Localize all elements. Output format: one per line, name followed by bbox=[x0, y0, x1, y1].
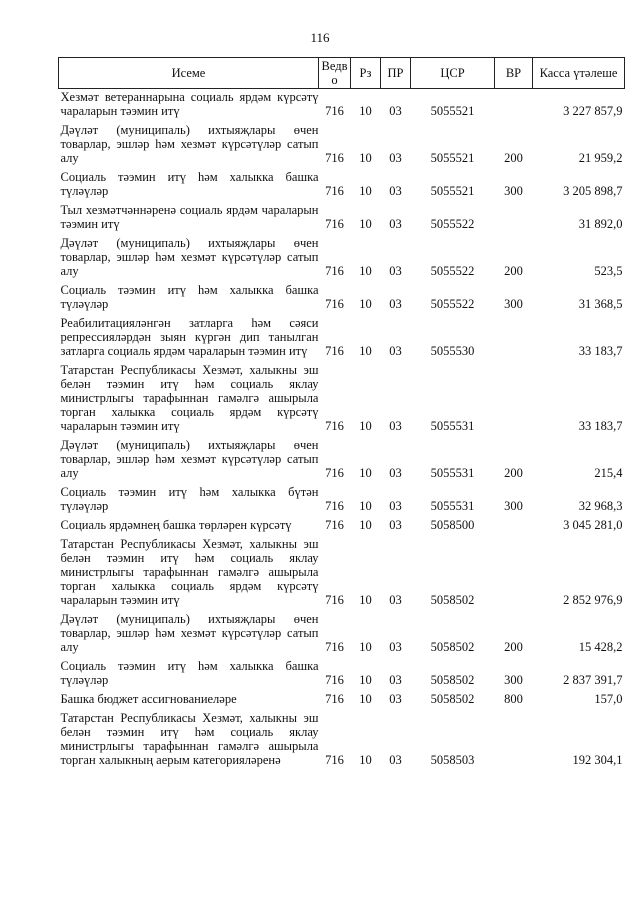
table-row bbox=[59, 658, 625, 691]
row-csr-cell: 5055521 bbox=[430, 151, 475, 165]
row-amount-cell: 523,5 bbox=[594, 264, 623, 278]
row-vr-cell: 300 bbox=[504, 499, 523, 513]
row-ved-cell: 716 bbox=[325, 297, 344, 311]
header-row bbox=[59, 58, 625, 89]
row-ved-cell: 716 bbox=[325, 518, 344, 532]
row-csr-cell: 5055531 bbox=[430, 499, 475, 513]
row-csr-cell: 5055522 bbox=[430, 264, 475, 278]
row-vr-cell bbox=[495, 202, 533, 235]
row-rz-cell: 10 bbox=[359, 344, 372, 358]
row-name-cell: Дәүләт (муниципаль) ихтыяҗлары өчен товарлар, эшләр һәм хезмәт күрсәтүләр сатып алу bbox=[60, 236, 319, 278]
row-pr-cell: 03 bbox=[389, 692, 402, 706]
row-ved-cell: 716 bbox=[325, 419, 344, 433]
row-ved-cell: 716 bbox=[325, 104, 344, 118]
row-csr-cell: 5055522 bbox=[430, 297, 475, 311]
row-vr-cell: 200 bbox=[504, 640, 523, 654]
row-name-cell: Дәүләт (муниципаль) ихтыяҗлары өчен товарлар, эшләр һәм хезмәт күрсәтүләр сатып алу bbox=[60, 438, 319, 480]
row-amount-cell: 33 183,7 bbox=[578, 344, 623, 358]
row-amount-cell: 31 368,5 bbox=[578, 297, 623, 311]
row-ved-cell: 716 bbox=[325, 593, 344, 607]
row-name-cell: Социаль ярдәмнең башка төрләрен күрсәтү bbox=[60, 518, 292, 532]
row-pr-cell: 03 bbox=[389, 673, 402, 687]
row-pr-cell: 03 bbox=[389, 753, 402, 767]
row-rz-cell: 10 bbox=[359, 466, 372, 480]
row-ved-cell: 716 bbox=[325, 217, 344, 231]
row-name-cell: Татарстан Республикасы Хезмәт, халыкны эш белән тәэмин итү һәм социаль яклау министрлыгы тарафыннан гамәлгә ашырыла торган халыкның аерым категорияләренә bbox=[60, 711, 319, 767]
row-vr-cell: 300 bbox=[504, 673, 523, 687]
row-rz-cell: 10 bbox=[359, 673, 372, 687]
row-ved-cell: 716 bbox=[325, 344, 344, 358]
row-rz-cell: 10 bbox=[359, 297, 372, 311]
row-pr-cell: 03 bbox=[389, 640, 402, 654]
table-row bbox=[59, 89, 625, 123]
table-row bbox=[59, 315, 625, 362]
row-rz-cell: 10 bbox=[359, 499, 372, 513]
row-rz-cell: 10 bbox=[359, 419, 372, 433]
table-row bbox=[59, 484, 625, 517]
row-csr-cell: 5058502 bbox=[430, 593, 475, 607]
row-name-cell: Социаль тәэмин итү һәм халыкка башка түләүләр bbox=[60, 283, 319, 311]
page-number: 116 bbox=[310, 30, 330, 45]
row-vr-cell: 200 bbox=[504, 264, 523, 278]
row-name-cell: Тыл хезмәтчәннәренә социаль ярдәм чараларын тәэмин итү bbox=[60, 203, 319, 231]
row-pr-cell: 03 bbox=[389, 419, 402, 433]
row-amount-cell: 32 968,3 bbox=[578, 499, 623, 513]
table-row bbox=[59, 710, 625, 771]
row-ved-cell: 716 bbox=[325, 499, 344, 513]
row-csr-cell: 5058502 bbox=[430, 673, 475, 687]
row-amount-cell: 31 892,0 bbox=[578, 217, 623, 231]
row-rz-cell: 10 bbox=[359, 151, 372, 165]
row-name-cell: Башка бюджет ассигнованиеләре bbox=[60, 692, 237, 706]
row-amount-cell: 15 428,2 bbox=[578, 640, 623, 654]
row-pr-cell: 03 bbox=[389, 499, 402, 513]
row-amount-cell: 21 959,2 bbox=[578, 151, 623, 165]
row-vr-cell bbox=[495, 89, 533, 123]
row-rz-cell: 10 bbox=[359, 184, 372, 198]
table-row bbox=[59, 691, 625, 710]
row-csr-cell: 5058503 bbox=[430, 753, 475, 767]
row-rz-cell: 10 bbox=[359, 264, 372, 278]
row-csr-cell: 5055531 bbox=[430, 466, 475, 480]
table-row bbox=[59, 202, 625, 235]
column-header-amount: Касса үтәлеше bbox=[533, 58, 625, 89]
row-vr-cell: 300 bbox=[504, 184, 523, 198]
column-header-name: Исеме bbox=[59, 58, 319, 89]
row-ved-cell: 716 bbox=[325, 673, 344, 687]
row-csr-cell: 5055530 bbox=[430, 344, 475, 358]
row-pr-cell: 03 bbox=[389, 217, 402, 231]
column-header-csr: ЦСР bbox=[411, 58, 495, 89]
row-csr-cell: 5055521 bbox=[430, 184, 475, 198]
row-amount-cell: 3 227 857,9 bbox=[563, 104, 623, 118]
row-csr-cell: 5055522 bbox=[430, 217, 475, 231]
column-header-rz: Рз bbox=[351, 58, 381, 89]
row-name-cell: Реабилитацияләнгән затларга һәм сәяси репрессияләрдән зыян күргән дип танылган затларга социаль ярдәм чараларын тәэмин итү bbox=[60, 316, 319, 358]
row-name-cell: Татарстан Республикасы Хезмәт, халыкны эш белән тәэмин итү һәм социаль яклау министрлыгы тарафыннан гамәлгә ашырыла торган халыкка социаль ярдәм күрсәтү чараларын тәэмин итү bbox=[60, 363, 319, 433]
column-header-pr: ПР bbox=[381, 58, 411, 89]
row-amount-cell: 3 205 898,7 bbox=[563, 184, 623, 198]
row-ved-cell: 716 bbox=[325, 692, 344, 706]
row-pr-cell: 03 bbox=[389, 518, 402, 532]
table-header bbox=[59, 58, 625, 89]
row-amount-cell: 2 837 391,7 bbox=[563, 673, 623, 687]
row-vr-cell bbox=[495, 362, 533, 437]
row-csr-cell: 5055521 bbox=[430, 104, 475, 118]
table-row bbox=[59, 122, 625, 169]
row-pr-cell: 03 bbox=[389, 151, 402, 165]
row-ved-cell: 716 bbox=[325, 753, 344, 767]
column-header-ved: Ведво bbox=[319, 58, 351, 89]
row-rz-cell: 10 bbox=[359, 640, 372, 654]
row-csr-cell: 5058500 bbox=[430, 518, 475, 532]
table-row bbox=[59, 517, 625, 536]
row-vr-cell: 200 bbox=[504, 466, 523, 480]
row-name-cell: Социаль тәэмин итү һәм халыкка башка түләүләр bbox=[60, 659, 319, 687]
row-vr-cell bbox=[495, 710, 533, 771]
row-vr-cell: 300 bbox=[504, 297, 523, 311]
budget-table bbox=[58, 57, 625, 771]
table-row bbox=[59, 282, 625, 315]
row-vr-cell: 200 bbox=[504, 151, 523, 165]
row-amount-cell: 2 852 976,9 bbox=[563, 593, 623, 607]
table-row bbox=[59, 169, 625, 202]
table-row bbox=[59, 235, 625, 282]
table-body bbox=[59, 89, 625, 772]
row-pr-cell: 03 bbox=[389, 297, 402, 311]
column-header-vr: ВР bbox=[495, 58, 533, 89]
row-rz-cell: 10 bbox=[359, 692, 372, 706]
row-name-cell: Социаль тәэмин итү һәм халыкка башка түләүләр bbox=[60, 170, 319, 198]
row-amount-cell: 3 045 281,0 bbox=[563, 518, 623, 532]
row-vr-cell bbox=[495, 517, 533, 536]
row-pr-cell: 03 bbox=[389, 104, 402, 118]
row-rz-cell: 10 bbox=[359, 217, 372, 231]
row-name-cell: Татарстан Республикасы Хезмәт, халыкны эш белән тәэмин итү һәм социаль яклау министрлыгы тарафыннан гамәлгә ашырыла торган халыкка социаль ярдәм күрсәтү чараларын тәэмин итү bbox=[60, 537, 319, 607]
row-name-cell: Хезмәт ветераннарына социаль ярдәм күрсәтү чараларын тәэмин итү bbox=[60, 90, 319, 118]
row-pr-cell: 03 bbox=[389, 344, 402, 358]
row-rz-cell: 10 bbox=[359, 104, 372, 118]
row-pr-cell: 03 bbox=[389, 466, 402, 480]
row-pr-cell: 03 bbox=[389, 184, 402, 198]
row-vr-cell bbox=[495, 536, 533, 611]
row-ved-cell: 716 bbox=[325, 264, 344, 278]
row-ved-cell: 716 bbox=[325, 640, 344, 654]
row-vr-cell: 800 bbox=[504, 692, 523, 706]
row-pr-cell: 03 bbox=[389, 264, 402, 278]
row-amount-cell: 33 183,7 bbox=[578, 419, 623, 433]
row-amount-cell: 157,0 bbox=[594, 692, 623, 706]
table-row bbox=[59, 437, 625, 484]
row-csr-cell: 5058502 bbox=[430, 692, 475, 706]
row-ved-cell: 716 bbox=[325, 151, 344, 165]
row-ved-cell: 716 bbox=[325, 184, 344, 198]
row-pr-cell: 03 bbox=[389, 593, 402, 607]
row-vr-cell bbox=[495, 315, 533, 362]
row-name-cell: Дәүләт (муниципаль) ихтыяҗлары өчен товарлар, эшләр һәм хезмәт күрсәтүләр сатып алу bbox=[60, 123, 319, 165]
row-rz-cell: 10 bbox=[359, 593, 372, 607]
table-row bbox=[59, 362, 625, 437]
row-rz-cell: 10 bbox=[359, 753, 372, 767]
row-csr-cell: 5058502 bbox=[430, 640, 475, 654]
table-row bbox=[59, 611, 625, 658]
row-amount-cell: 192 304,1 bbox=[572, 753, 623, 767]
row-name-cell: Социаль тәэмин итү һәм халыкка бүтән түләүләр bbox=[60, 485, 319, 513]
table-row bbox=[59, 536, 625, 611]
row-rz-cell: 10 bbox=[359, 518, 372, 532]
row-csr-cell: 5055531 bbox=[430, 419, 475, 433]
row-name-cell: Дәүләт (муниципаль) ихтыяҗлары өчен товарлар, эшләр һәм хезмәт күрсәтүләр сатып алу bbox=[60, 612, 319, 654]
row-ved-cell: 716 bbox=[325, 466, 344, 480]
row-amount-cell: 215,4 bbox=[594, 466, 623, 480]
